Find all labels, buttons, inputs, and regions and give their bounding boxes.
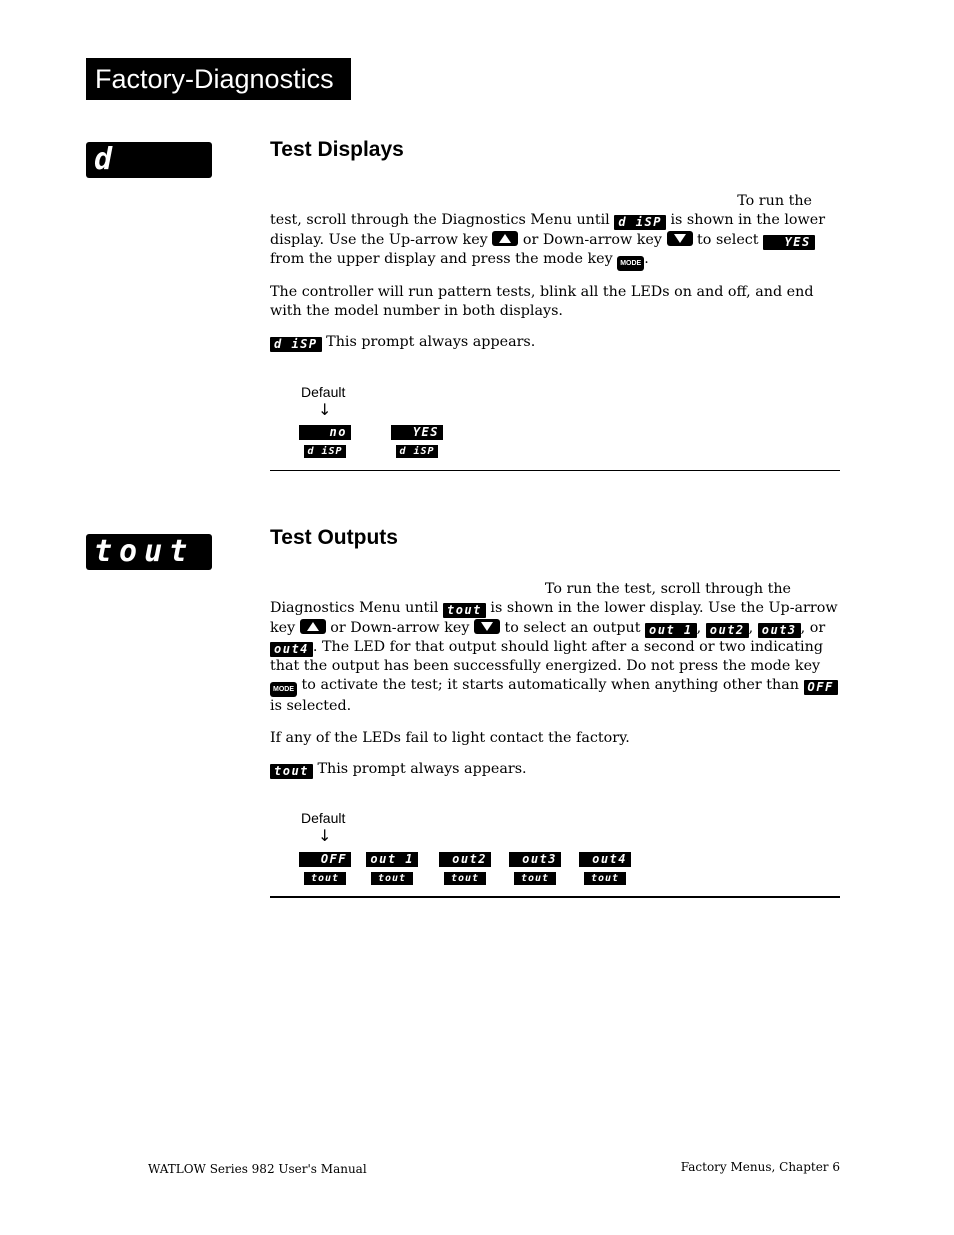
lower-display-value: tout [514, 872, 556, 885]
upper-display-value: out3 [509, 852, 561, 867]
lcd-out3-inline: out3 [758, 623, 801, 638]
test-outputs-prompt-note [270, 760, 838, 779]
test-outputs-body [270, 580, 838, 791]
lcd-tout-prompt: tout [270, 764, 313, 779]
text-run: . [644, 250, 649, 267]
lcd-disp-prompt: d iSP [270, 337, 322, 352]
lower-display-value: tout [371, 872, 413, 885]
section-divider [270, 470, 840, 471]
mode-key-icon: MODE [270, 682, 297, 697]
up-arrow-key-icon [300, 619, 326, 634]
display-option-out4 [579, 852, 631, 885]
text-run: , [748, 619, 758, 636]
footer-manual-title: WATLOW Series 982 User's Manual [148, 1162, 367, 1176]
upper-display-value: out 1 [366, 852, 418, 867]
test-outputs-instructions [270, 580, 838, 717]
display-option-out2 [439, 852, 491, 885]
text-run: is shown in the lower display. Use the Up-arrow key [270, 212, 826, 248]
text-run: , or [800, 619, 826, 636]
text-run: to select an output [499, 619, 646, 636]
default-arrow-icon: ↓ [318, 826, 332, 845]
text-run: is selected. [270, 698, 352, 715]
mode-key-icon: MODE [617, 256, 644, 271]
text-run: test, scroll through the Diagnostics Menu until [270, 212, 615, 229]
test-displays-instructions [270, 192, 838, 271]
test-outputs-description: If any of the LEDs fail to light contact the factory. [270, 729, 630, 746]
lcd-out4-inline: out4 [270, 642, 313, 657]
display-option-out1 [366, 852, 418, 885]
up-arrow-key-icon [492, 231, 518, 246]
down-arrow-key-icon [474, 619, 500, 634]
default-arrow-icon: ↓ [318, 400, 332, 419]
display-option-out3 [509, 852, 561, 885]
lcd-disp-inline: d iSP [614, 215, 666, 230]
section-title-test-displays: Test Displays [270, 138, 404, 161]
lead-text: To run the [737, 193, 812, 209]
disp-display-badge: d iSP [86, 142, 212, 178]
tout-display-badge: tout [86, 534, 212, 570]
upper-display-value: YES [391, 425, 443, 440]
prompt-note-text: This prompt always appears. [312, 761, 527, 778]
lower-display-value: tout [304, 872, 346, 885]
upper-display-value: out4 [579, 852, 631, 867]
footer-chapter: Factory Menus, Chapter 6 [680, 1160, 840, 1174]
text-run: . The LED for that output should light after a second or two indicating that the output has been successfully energized. Do not press the mode key [270, 638, 823, 675]
text-run: , [696, 619, 706, 636]
upper-display-value: out2 [439, 852, 491, 867]
text-run: or Down-arrow key [325, 619, 474, 636]
display-option-off [299, 852, 351, 885]
prompt-note-text: This prompt always appears. [321, 334, 536, 351]
lead-text: To run the test, scroll through the [544, 581, 791, 597]
text-run: Diagnostics Menu until [270, 600, 443, 617]
section-divider [270, 896, 840, 898]
down-arrow-key-icon [667, 231, 693, 246]
default-label: Default [301, 384, 346, 400]
lower-display-value: d iSP [304, 445, 346, 458]
lcd-out2-inline: out2 [706, 623, 749, 638]
default-label: Default [301, 810, 346, 826]
upper-display-value: OFF [299, 852, 351, 867]
upper-display-value: no [299, 425, 351, 440]
display-option-yes [391, 425, 443, 458]
display-option-no [299, 425, 351, 458]
page-header-title: Factory-Diagnostics [86, 58, 351, 100]
text-run: is shown in the lower display. Use the Up-arrow key [270, 600, 838, 636]
test-displays-body [270, 192, 838, 365]
text-run: or Down-arrow key [518, 231, 667, 248]
lcd-out1-inline: out 1 [645, 623, 697, 638]
text-run: to activate the test; it starts automatically when anything other than [297, 677, 804, 694]
text-run: to select [692, 231, 764, 248]
test-displays-description: The controller will run pattern tests, blink all the LEDs on and off, and end with the model number in both displays. [270, 283, 814, 320]
lcd-tout-inline: tout [443, 603, 486, 618]
lcd-off-inline: OFF [804, 680, 838, 695]
text-run: from the upper display and press the mode key [270, 250, 618, 267]
lower-display-value: d iSP [396, 445, 438, 458]
lower-display-value: tout [584, 872, 626, 885]
test-displays-prompt-note [270, 333, 838, 352]
lower-display-value: tout [444, 872, 486, 885]
lcd-yes-inline: YES [763, 235, 815, 250]
section-title-test-outputs: Test Outputs [270, 526, 398, 549]
